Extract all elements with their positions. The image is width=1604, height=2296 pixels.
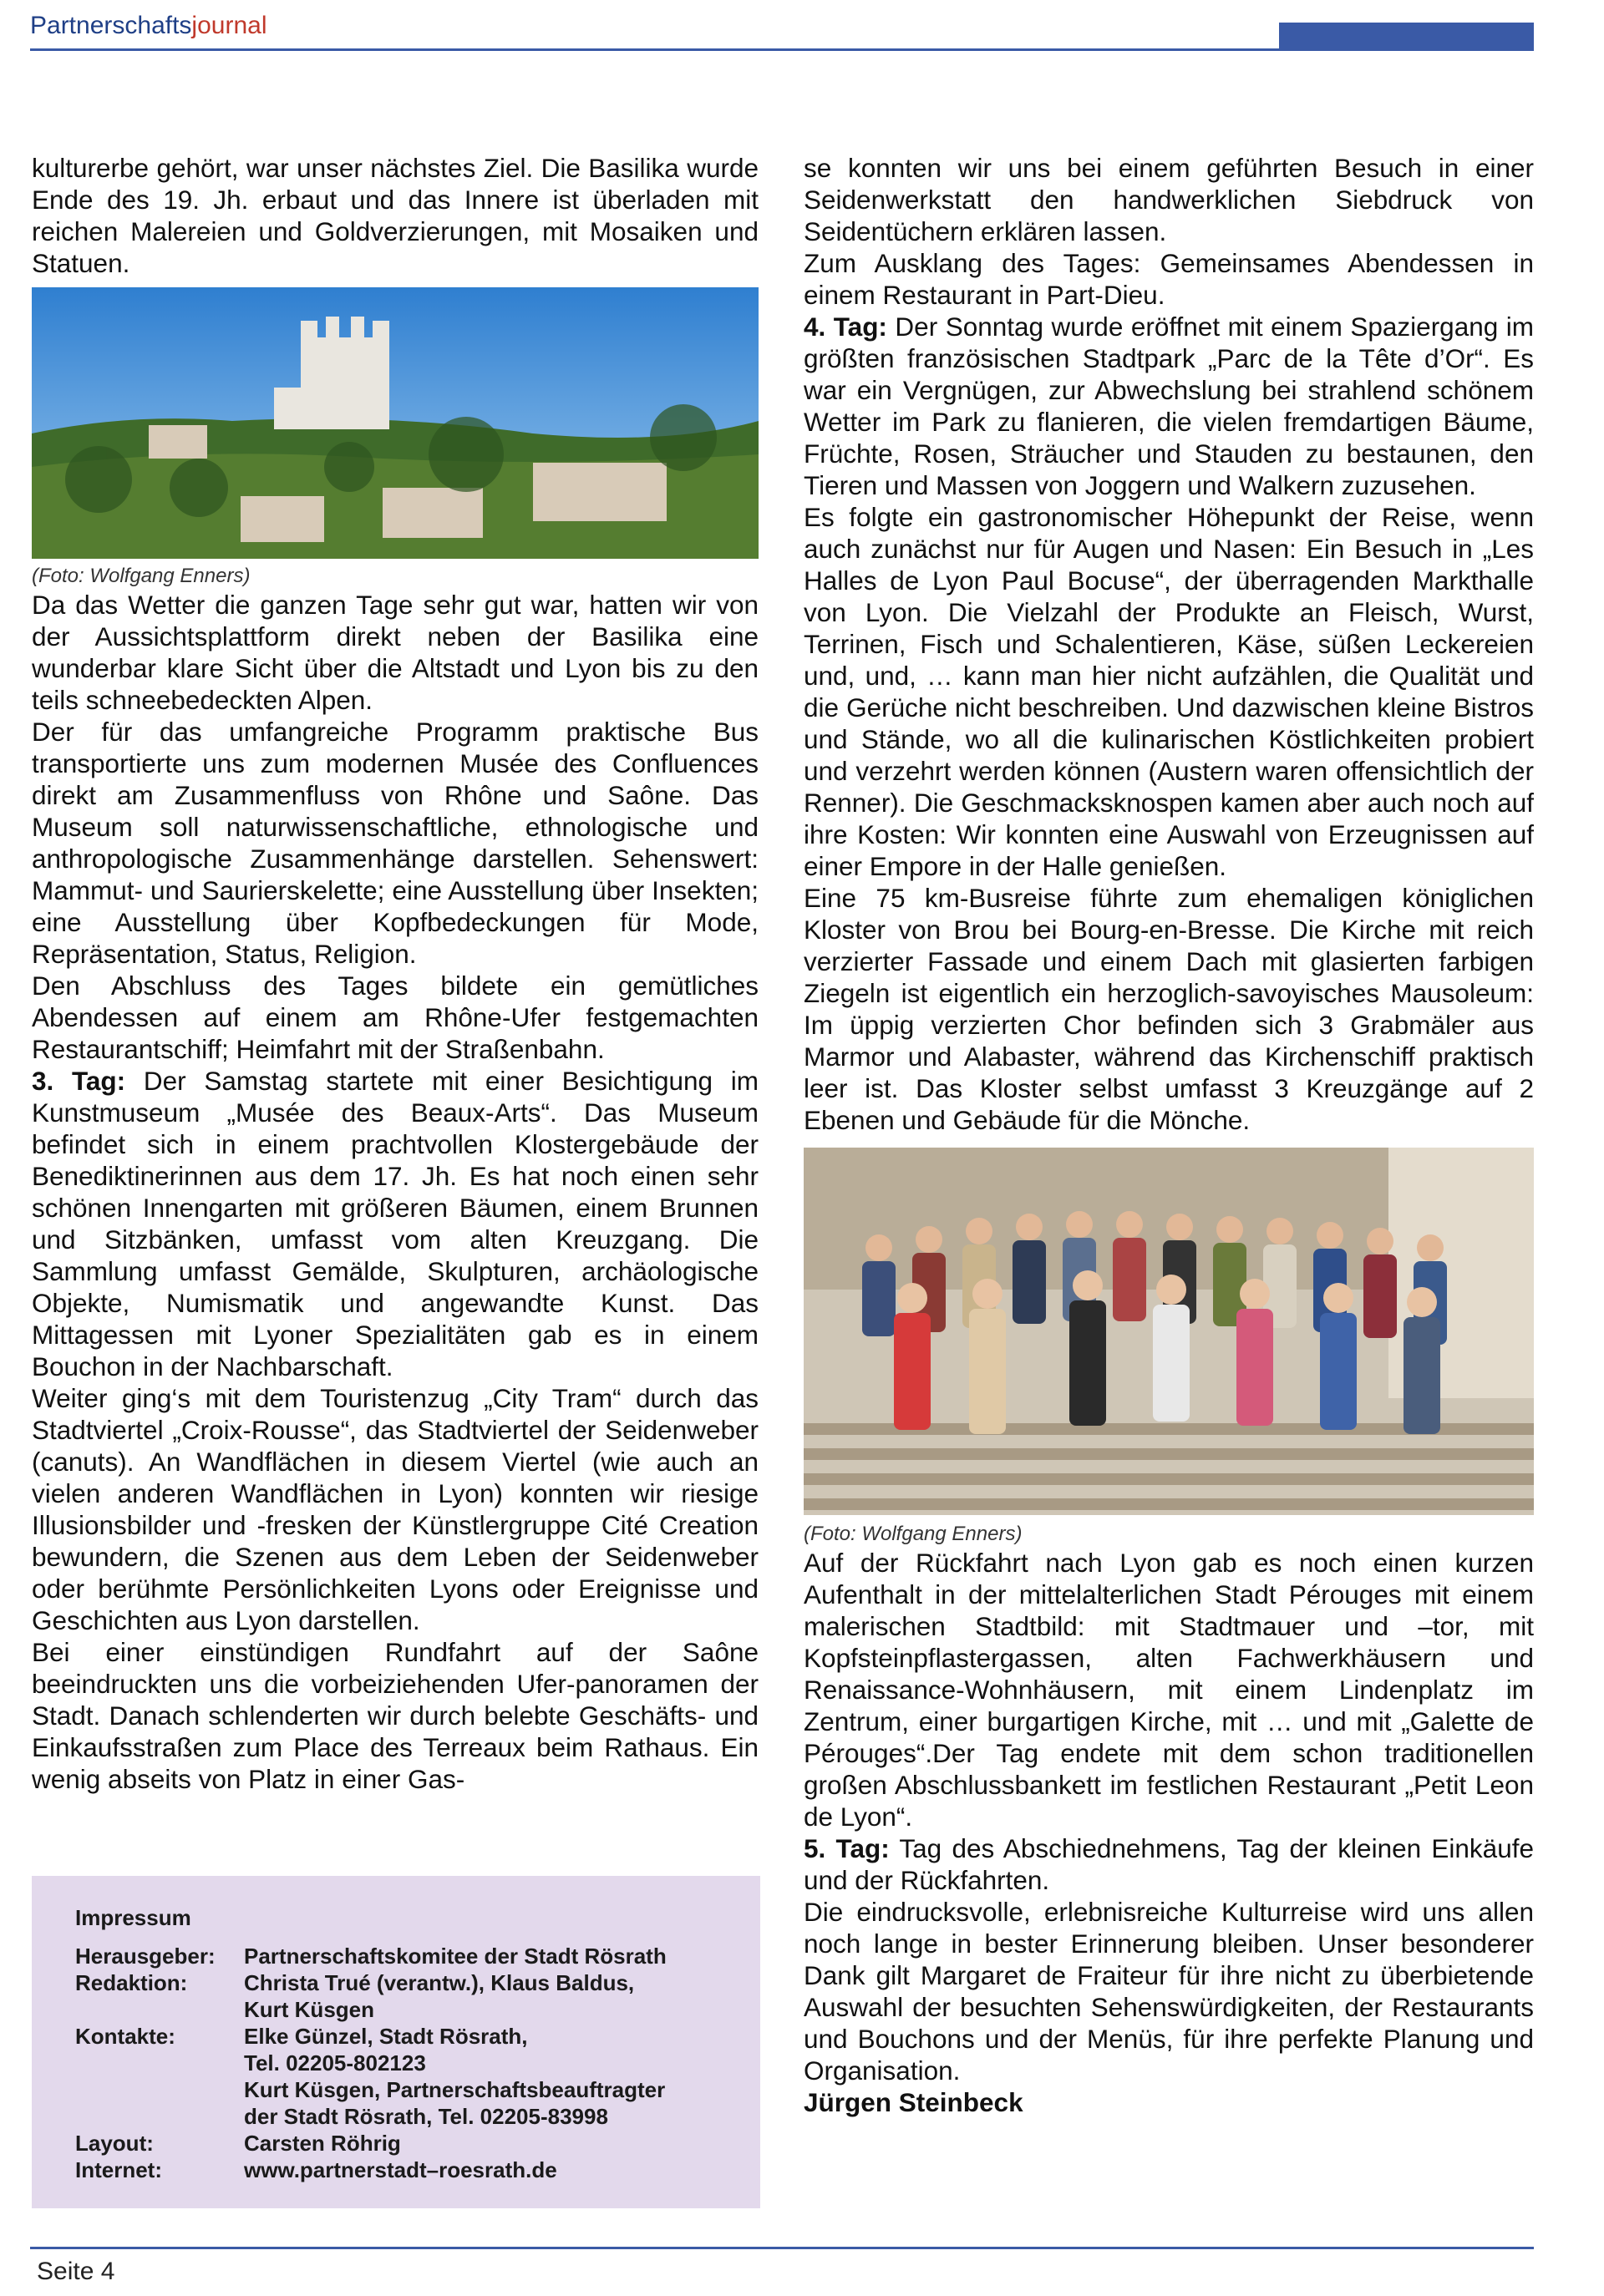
- logo-part-1: Partnerschafts: [30, 12, 192, 39]
- footer-rule: [30, 2247, 1534, 2249]
- left-paragraph-4: Den Abschluss des Tages bildete ein gemütliches Abendessen auf einem am Rhône-Ufer festgemachten Restaurantschiff; Heimfahrt mit der Straßenbahn.: [32, 971, 759, 1064]
- right-paragraph-3-text: Der Sonntag wurde eröffnet mit einem Spaziergang im größten französischen Stadtpark „Parc de la Tête d’Or“. Es war ein Vergnügen, zur Abwechslung bei strahlend schönem Wetter im Park zu flanieren, die vielen fremdartigen Bäume, Früchte, Rosen, Sträucher und Stauden zu bestaunen, den Tieren und Massen von Joggern und Walkern zuzusehen.: [804, 312, 1534, 500]
- day-3-label: 3. Tag:: [32, 1066, 126, 1096]
- right-paragraph-1: se konnten wir uns bei einem geführten Besuch in einer Seidenwerkstatt den handwerklichen Siebdruck von Seidentüchern erklären lassen.: [804, 153, 1534, 246]
- impressum-value: [244, 1969, 744, 2023]
- impressum-row: [75, 2157, 744, 2183]
- impressum-value: [244, 1943, 744, 1969]
- right-paragraph-6: Auf der Rückfahrt nach Lyon gab es noch einen kurzen Aufenthalt in der mittelalterlichen Stadt Pérouges mit einem malerischen Stadtbild: mit Stadtmauer und –tor, mit Kopfsteinpflastergassen, alten Fachwerkhäusern und Renaissance-Wohnhäusern, mit einem Lindenplatz im Zentrum, einer burgartigen Kirche, mit … und mit „Galette de Pérouges“.Der Tag endete mit dem schon traditionellen großen Abschlussbankett im festlichen Restaurant „Petit Leon de Lyon“.: [804, 1548, 1534, 1832]
- impressum-label: Herausgeber:: [75, 1944, 216, 1969]
- impressum-value: [244, 2023, 744, 2130]
- basilica-photo: [32, 287, 759, 559]
- impressum-value-line: Tel. 02205-802123: [244, 2050, 426, 2076]
- impressum-row: [75, 2130, 744, 2157]
- impressum-label: Kontakte:: [75, 2024, 175, 2049]
- impressum-content: [75, 1904, 744, 2183]
- left-paragraph-6: Weiter ging‘s mit dem Touristenzug „City Tram“ durch das Stadtviertel „Croix-Rousse“, das Stadtviertel der Seidenweber (canuts). An Wandflächen in diesem Viertel (wie auch an vielen anderen Wandflächen in Lyon) konnten wir riesige Illusionsbilder und -fresken der Künstlergruppe Cité Creation bewundern, die Szenen aus dem Leben der Seidenweber oder berühmte Persönlichkeiten Lyons oder Ereignisse und Geschichten aus Lyon darstellen.: [32, 1383, 759, 1635]
- group-photo: [804, 1148, 1534, 1515]
- page-header: [30, 8, 1534, 58]
- impressum-row: [75, 1969, 744, 2023]
- impressum-value-line: der Stadt Rösrath, Tel. 02205-83998: [244, 2104, 608, 2129]
- left-paragraph-2: Da das Wetter die ganzen Tage sehr gut war, hatten wir von der Aussichtsplattform direkt neben der Basilika eine wunderbar klare Sicht über die Altstadt und Lyon bis zu den teils schneebedeckten Alpen.: [32, 590, 759, 715]
- group-photo-illustration: [804, 1148, 1534, 1515]
- right-paragraph-3: [804, 311, 1534, 501]
- header-accent-block: [1279, 23, 1534, 51]
- impressum-value-line: Kurt Küsgen, Partnerschaftsbeauftragter: [244, 2077, 666, 2102]
- impressum-row: [75, 1943, 744, 1969]
- impressum-label: Internet:: [75, 2157, 162, 2182]
- impressum-value-line: Carsten Röhrig: [244, 2131, 401, 2156]
- left-column: [32, 152, 759, 1795]
- right-paragraph-4: Es folgte ein gastronomischer Höhepunkt der Reise, wenn auch zunächst nur für Augen und Nasen: Ein Besuch in „Les Halles de Lyon Paul Bocuse“, der überragenden Markthalle von Lyon. Die Vielzahl der Produkte an Fleisch, Wurst, Terrinen, Fisch und Schalentieren, Käse, süßen Leckereien und, und, … kann man hier nicht aufzählen, die Qualität und die Gerüche nicht beschreiben. Und dazwischen kleine Bistros und Stände, wo all die kulinarischen Köstlichkeiten probiert und verzehrt werden können (Austern waren offensichtlich der Renner). Die Geschmacksknospen kamen aber auch noch auf ihre Kosten: Wir konnten eine Auswahl von Erzeugnissen auf einer Empore in der Halle genießen.: [804, 502, 1534, 881]
- journal-logo: [30, 12, 266, 40]
- right-paragraph-7-text: Tag des Abschiednehmens, Tag der kleinen Einkäufe und der Rückfahrten.: [804, 1833, 1534, 1895]
- left-paragraph-1: kulturerbe gehört, war unser nächstes Ziel. Die Basilika wurde Ende des 19. Jh. erbaut und das Innere ist überladen mit reichen Malereien und Goldverzierungen, mit Mosaiken und Statuen.: [32, 153, 759, 278]
- left-paragraph-5: [32, 1065, 759, 1382]
- impressum-website-link[interactable]: www.partnerstadt–roesrath.de: [244, 2157, 557, 2182]
- impressum-value-line: Partnerschaftskomitee der Stadt Rösrath: [244, 1944, 667, 1969]
- impressum-label: Layout:: [75, 2131, 154, 2156]
- left-paragraph-3: Der für das umfangreiche Programm praktische Bus transportierte uns zum modernen Musée des Confluences direkt am Zusammenfluss von Rhône und Saône. Das Museum soll naturwissenschaftliche, ethnologische und anthropologische Zusammenhänge darstellen. Sehenswert: Mammut- und Saurierskelette; eine Ausstellung über Insekten; eine Ausstellung über Kopfbedeckungen für Mode, Repräsentation, Status, Religion.: [32, 717, 759, 969]
- right-column: [804, 152, 1534, 2118]
- impressum-box: [32, 1876, 760, 2208]
- impressum-value: [244, 2157, 744, 2183]
- impressum-label: Redaktion:: [75, 1970, 188, 1995]
- day-4-label: 4. Tag:: [804, 312, 887, 342]
- logo-part-2: journal: [191, 12, 267, 39]
- right-paragraph-8: Die eindrucksvolle, erlebnisreiche Kulturreise wird uns allen noch lange in bester Erinnerung bleiben. Unser besonderer Dank gilt Margaret de Fraiteur für ihre nicht zu überbietende Auswahl der besuchten Sehenswürdigkeiten, der Restaurants und Bouchons und der Menüs, für ihre perfekte Planung und Organisation.: [804, 1897, 1534, 2086]
- basilica-photo-illustration: [32, 287, 759, 559]
- right-paragraph-2: Zum Ausklang des Tages: Gemeinsames Abendessen in einem Restaurant in Part-Dieu.: [804, 248, 1534, 310]
- impressum-value: [244, 2130, 744, 2157]
- page-number: Seite 4: [37, 2258, 115, 2285]
- right-paragraph-7: [804, 1832, 1534, 1896]
- basilica-photo-caption: (Foto: Wolfgang Enners): [32, 565, 251, 587]
- left-paragraph-7: Bei einer einstündigen Rundfahrt auf der Saône beeindruckten uns die vorbeiziehenden Ufer-panoramen der Stadt. Danach schlenderten wir durch belebte Geschäfts- und Einkaufsstraßen zum Place des Terreaux beim Rathaus. Ein wenig abseits von Platz in einer Gas-: [32, 1637, 759, 1794]
- author-name: Jürgen Steinbeck: [804, 2087, 1023, 2117]
- impressum-title: Impressum: [75, 1905, 191, 1930]
- impressum-row: [75, 2023, 744, 2130]
- group-photo-caption: (Foto: Wolfgang Enners): [804, 1523, 1023, 1545]
- right-paragraph-5: Eine 75 km-Busreise führte zum ehemaligen königlichen Kloster von Brou bei Bourg-en-Bresse. Die Kirche mit reich verzierter Fassade und einem Dach mit glasierten farbigen Ziegeln ist eigentlich ein herzoglich-savoyisches Mausoleum: Im üppig verzierten Chor befinden sich 3 Grabmäler aus Marmor und Alabaster, während das Kirchenschiff praktisch leer ist. Das Kloster selbst umfasst 3 Kreuzgänge auf 2 Ebenen und Gebäude für die Mönche.: [804, 883, 1534, 1135]
- day-5-label: 5. Tag:: [804, 1833, 890, 1863]
- impressum-value-line: Christa Trué (verantw.), Klaus Baldus,: [244, 1970, 635, 1995]
- impressum-value-line: Elke Günzel, Stadt Rösrath,: [244, 2024, 528, 2049]
- impressum-value-line: Kurt Küsgen: [244, 1997, 374, 2022]
- left-paragraph-5-text: Der Samstag startete mit einer Besichtigung im Kunstmuseum „Musée des Beaux-Arts“. Das Museum befindet sich in einem prachtvollen Klostergebäude der Benediktinerinnen aus dem 17. Jh. Es hat noch einen sehr schönen Innengarten mit größeren Bäumen, einem Brunnen und Sitzbänken, umfasst vom alten Kreuzgang. Die Sammlung umfasst Gemälde, Skulpturen, archäologische Objekte, Numismatik und angewandte Kunst. Das Mittagessen mit Lyoner Spezialitäten gab es in einem Bouchon in der Nachbarschaft.: [32, 1066, 759, 1381]
